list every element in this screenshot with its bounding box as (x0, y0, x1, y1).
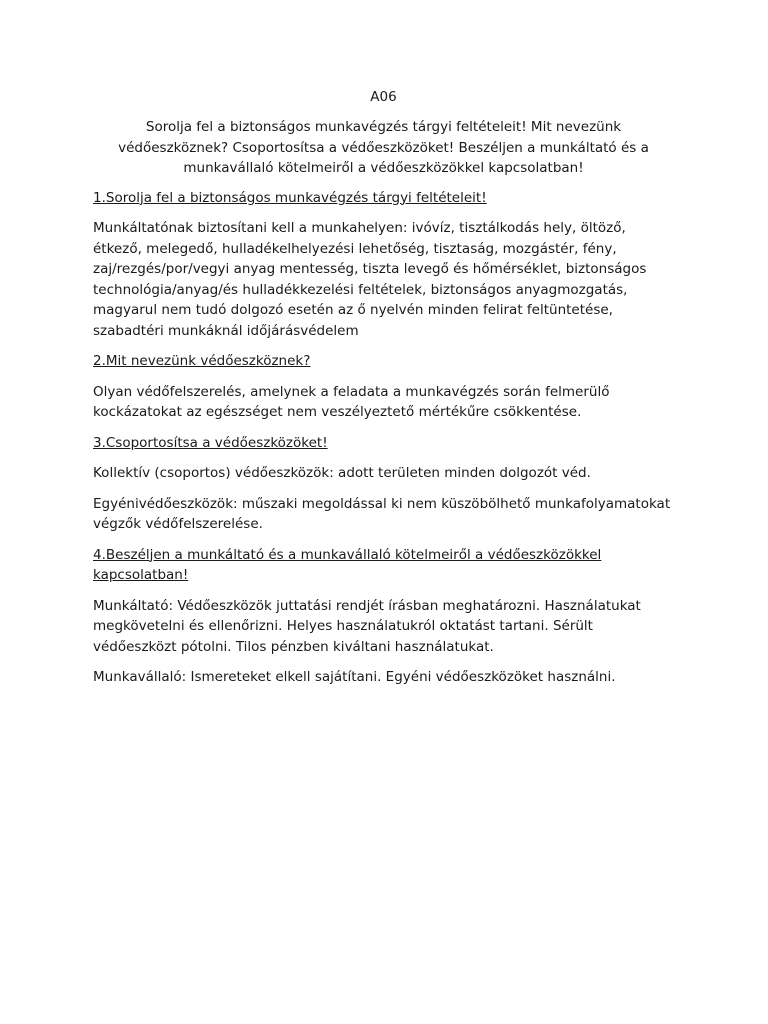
question-intro: Sorolja fel a biztonságos munkavégzés tárgyi feltételeit! Mit nevezünk védőeszköznek? Csoportosítsa a védőeszközöket! Beszéljen a munkáltató és a munkavállaló kötelmeiről a védőeszközökkel kapcsolatban! (118, 119, 649, 176)
section-3-heading: 3.Csoportosítsa a védőeszközöket! (93, 434, 328, 451)
document-code: A06 (370, 89, 397, 105)
section-1-heading: 1.Sorolja fel a biztonságos munkavégzés tárgyi feltételeit! (93, 189, 487, 206)
section-3-paragraph-collective: Kollektív (csoportos) védőeszközök: adott területen minden dolgozót véd. (93, 465, 591, 481)
section-2-heading: 2.Mit nevezünk védőeszköznek? (93, 353, 311, 369)
section-4-paragraph-employer: Munkáltató: Védőeszközök juttatási rendjét írásban meghatározni. Használatukat megkövetelni és ellenőrizni. Helyes használatukról oktatást tartani. Sérült védőeszközt pótolni. Tilos pénzben kiváltani használatukat. (93, 597, 641, 655)
section-4-paragraph-employee: Munkavállaló: Ismereteket elkell sajátítani. Egyéni védőeszközöket használni. (93, 669, 616, 685)
section-3-paragraph-individual: Egyénivédőeszközök: műszaki megoldással ki nem küszöbölhető munkafolyamatokat végzők védőfelszerelése. (93, 495, 671, 532)
section-2-paragraph: Olyan védőfelszerelés, amelynek a feladata a munkavégzés során felmerülő kockázatokat az egészséget nem veszélyeztető mértékűre csökkentése. (93, 383, 610, 420)
section-4-heading: 4.Beszéljen a munkáltató és a munkavállaló kötelmeiről a védőeszközökkel kapcsolatban! (93, 546, 602, 583)
section-1-paragraph: Munkáltatónak biztosítani kell a munkahelyen: ivóvíz, tisztálkodás hely, öltöző, étkező, melegedő, hulladékelhelyezési lehetőség, tisztaság, mozgástér, fény, zaj/rezgés/por/vegyi anyag mentesség, tiszta levegő és hőmérséklet, biztonságos technológia/anyag/és hulladékkezelési feltételek, biztonságos anyagmozgatás, magyarul nem tudó dolgozó esetén az ő nyelvén minden felirat feltüntetése, szabadtéri munkáknál időjárásvédelem (93, 220, 647, 339)
